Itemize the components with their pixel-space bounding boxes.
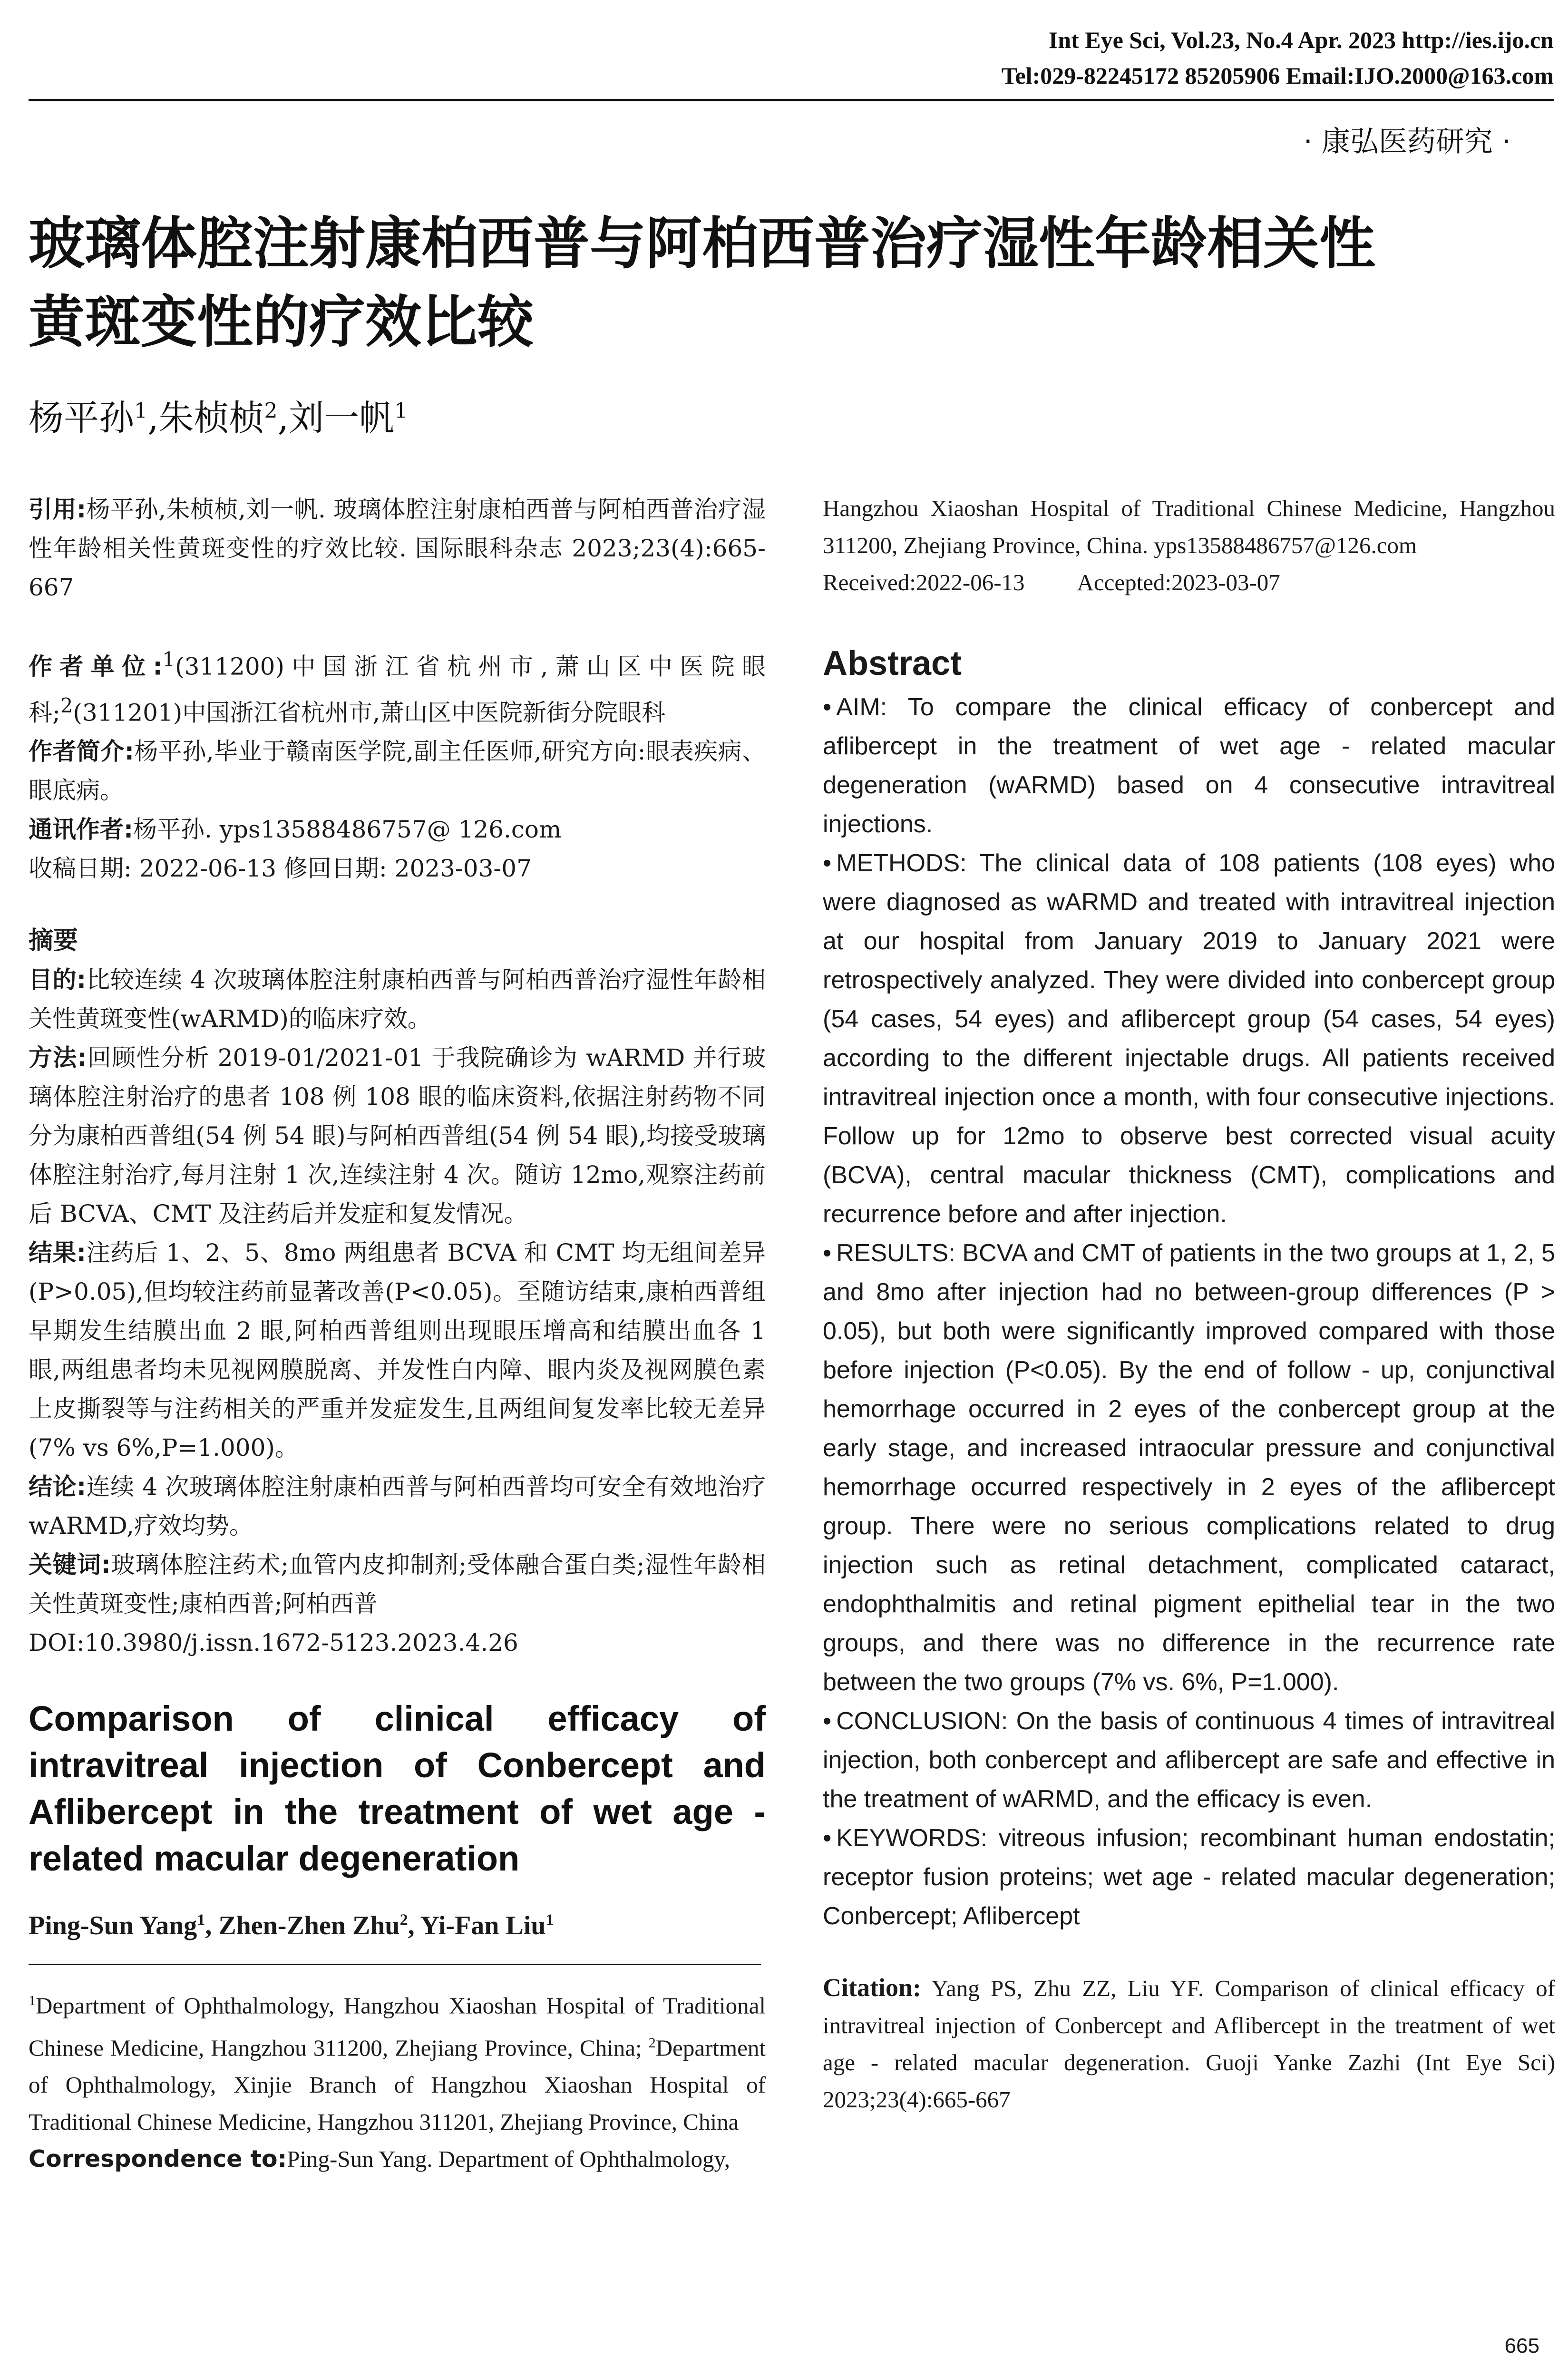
cn-methods-label: 方法: — [29, 1044, 87, 1072]
en-author-2-affil: 2 — [399, 1911, 408, 1929]
page-number: 665 — [1504, 2334, 1539, 2358]
cn-keywords — [29, 1545, 766, 1623]
en-affil-part2: Department of Ophthalmology, Xinjie Branch of Hangzhou Xiaoshan Hospital of Traditional Chinese Medicine, Hangzhou 311201, Zhejiang Province, China — [29, 2034, 766, 2135]
author-separator: , — [147, 398, 159, 438]
cn-author-bio — [29, 732, 766, 810]
chinese-title-line2: 黄斑变性的疗效比较 — [29, 289, 534, 355]
bullet-icon: • — [823, 1239, 832, 1267]
en-dates — [823, 564, 1555, 601]
author-1: 杨平孙 — [29, 398, 134, 438]
en-affil-sup1: 1 — [29, 1993, 36, 2009]
en-citation-text: Yang PS, Zhu ZZ, Liu YF. Comparison of clinical efficacy of intravitreal injection of Conbercept and Aflibercept in the treatment of wet age - related macular degeneration. Guoji Yanke Zazhi (Int Eye Sci) 2023;23(4):665-667 — [823, 1975, 1555, 2113]
cn-conclusion — [29, 1467, 766, 1545]
cn-affiliation-label: 作者单位: — [29, 653, 163, 681]
cn-affiliation-sup2: 2 — [60, 693, 73, 717]
en-methods — [823, 844, 1555, 1234]
en-results-label: RESULTS: — [836, 1239, 955, 1267]
en-author-1-affil: 1 — [197, 1911, 205, 1929]
en-author-1: Ping-Sun Yang — [29, 1911, 197, 1941]
chinese-authors — [29, 390, 408, 440]
en-affil-sup2: 2 — [648, 2035, 656, 2051]
cn-methods — [29, 1038, 766, 1233]
english-correspondence — [29, 2141, 766, 2178]
cn-dates: 收稿日期: 2022-06-13 修回日期: 2023-03-07 — [29, 855, 532, 883]
author-3: 刘一帆 — [289, 398, 395, 438]
bullet-icon: • — [823, 849, 832, 877]
en-results — [823, 1234, 1555, 1702]
en-author-3-affil: 1 — [545, 1911, 554, 1929]
en-aim-text: To compare the clinical efficacy of conbercept and aflibercept in the treatment of wet age - related macular degeneration (wARMD) based on 4 consecutive intravitreal injections. — [823, 693, 1555, 838]
affiliation-rule — [29, 1964, 761, 1965]
en-keywords-text: vitreous infusion; recombinant human endostatin; receptor fusion proteins; wet age - related macular degeneration; Conbercept; Aflibercept — [823, 1824, 1556, 1930]
english-title: Comparison of clinical efficacy of intravitreal injection of Conbercept and Aflibercept in the treatment of wet age - related macular degeneration — [29, 1699, 766, 1879]
cn-aim — [29, 960, 766, 1038]
bullet-icon: • — [823, 1707, 832, 1735]
cn-bio-label: 作者简介: — [29, 738, 134, 766]
header-rule — [29, 99, 1554, 101]
cn-results-label: 结果: — [29, 1239, 86, 1267]
cn-conclusion-text: 连续 4 次玻璃体腔注射康柏西普与阿柏西普均可安全有效地治疗 wARMD,疗效均势。 — [29, 1473, 766, 1540]
en-conclusion-text: On the basis of continuous 4 times of intravitreal injection, both conbercept and aflibercept are safe and effective in the treatment of wARMD, and the efficacy is even. — [823, 1707, 1555, 1813]
cn-results-text: 注药后 1、2、5、8mo 两组患者 BCVA 和 CMT 均无组间差异(P>0.05),但均较注药前显著改善(P<0.05)。至随访结束,康柏西普组早期发生结膜出血 2 眼,阿柏西普组则出现眼压增高和结膜出血各 1 眼,两组患者均未见视网膜脱离、并发性白内障、眼内炎及视网膜色素上皮撕裂等与注药相关的严重并发症发生,且两组间复发率比较无差异(7% vs 6%,P=1.000)。 — [29, 1239, 766, 1462]
chinese-title-line1: 玻璃体腔注射康柏西普与阿柏西普治疗湿性年龄相关性 — [29, 211, 1376, 276]
en-keywords — [823, 1819, 1555, 1936]
cn-correspondence — [29, 810, 766, 849]
author-3-affil: 1 — [394, 399, 408, 423]
received-date: Received:2022-06-13 — [823, 569, 1025, 595]
en-results-text: BCVA and CMT of patients in the two groups at 1, 2, 5 and 8mo after injection had no between-group differences (P > 0.05), but both were significantly improved compared with those before injection (P<0.05). By the end of follow - up, conjunctival hemorrhage occurred in 2 eyes of the conbercept group at the early stage, and increased intraocular pressure and conjunctival hemorrhage occurred respectively in 2 eyes of the aflibercept group. There were no serious complications related to drug injection such as retinal detachment, complicated cataract, endophthalmitis and retinal pigment epithelial tear in the two groups, and there was no difference in the recurrence rate between the two groups (7% vs. 6%, P=1.000). — [823, 1239, 1555, 1696]
en-aim — [823, 688, 1555, 844]
right-column — [823, 490, 1555, 2118]
en-correspondence-continued: Hangzhou Xiaoshan Hospital of Traditional Chinese Medicine, Hangzhou 311200, Zhejiang Province, China. yps13588486757@126.com — [823, 495, 1555, 558]
cn-results — [29, 1233, 766, 1467]
abstract-title: Abstract — [823, 644, 962, 682]
cn-keywords-text: 玻璃体腔注药术;血管内皮抑制剂;受体融合蛋白类;湿性年龄相关性黄斑变性;康柏西普;阿柏西普 — [29, 1551, 766, 1618]
cn-citation-text: 杨平孙,朱桢桢,刘一帆. 玻璃体腔注射康柏西普与阿柏西普治疗湿性年龄相关性黄斑变性的疗效比较. 国际眼科杂志 2023;23(4):665-667 — [29, 496, 766, 601]
journal-header-line1: Int Eye Sci, Vol.23, No.4 Apr. 2023 http://ies.ijo.cn — [1048, 27, 1554, 53]
cn-citation-label: 引用: — [29, 496, 87, 523]
en-keywords-label: KEYWORDS: — [836, 1824, 988, 1852]
en-conclusion — [823, 1702, 1555, 1819]
cn-citation — [29, 490, 766, 607]
en-author-3: Yi-Fan Liu — [420, 1911, 546, 1941]
en-corr-label: Correspondence to: — [29, 2145, 287, 2172]
bullet-icon: • — [823, 693, 832, 721]
accepted-date: Accepted:2023-03-07 — [1077, 569, 1280, 595]
author-1-affil: 1 — [134, 399, 147, 423]
author-separator: , — [277, 398, 289, 438]
cn-corr-text: 杨平孙. yps13588486757@ 126.com — [133, 816, 562, 844]
en-methods-label: METHODS: — [836, 849, 967, 877]
cn-methods-text: 回顾性分析 2019-01/2021-01 于我院确诊为 wARMD 并行玻璃体腔注射治疗的患者 108 例 108 眼的临床资料,依据注射药物不同分为康柏西普组(54 例 54 眼)与阿柏西普组(54 例 54 眼),均接受玻璃体腔注射治疗,每月注射 1 次,连续注射 4 次。随访 12mo,观察注药前后 BCVA、CMT 及注药后并发症和复发情况。 — [29, 1044, 766, 1228]
cn-affiliation — [29, 640, 766, 732]
cn-affiliation-sup1: 1 — [162, 648, 175, 671]
cn-affiliation-text2: (311201)中国浙江省杭州市,萧山区中医院新街分院眼科 — [73, 699, 666, 727]
en-aim-label: AIM: — [836, 693, 887, 721]
en-methods-text: The clinical data of 108 patients (108 eyes) who were diagnosed as wARMD and treated with intravitreal injection at our hospital from January 2019 to January 2021 were retrospectively analyzed. They were divided into conbercept group (54 cases, 54 eyes) and aflibercept group (54 cases, 54 eyes) according to the different injectable drugs. All patients received intravitreal injection once a month, with four consecutive injections. Follow up for 12mo to observe best corrected visual acuity (BCVA), central macular thickness (CMT), complications and recurrence before and after injection. — [823, 849, 1555, 1228]
en-conclusion-label: CONCLUSION: — [836, 1707, 1008, 1735]
en-author-2: Zhen-Zhen Zhu — [218, 1911, 400, 1941]
journal-header-line2: Tel:029-82245172 85205906 Email:IJO.2000@163.com — [1001, 62, 1554, 89]
en-citation — [823, 1969, 1555, 2118]
cn-bio-text: 杨平孙,毕业于赣南医学院,副主任医师,研究方向:眼表疾病、眼底病。 — [29, 738, 766, 805]
en-corr-left: Ping-Sun Yang. Department of Ophthalmology, — [287, 2145, 730, 2172]
en-citation-label: Citation: — [823, 1973, 921, 2002]
left-column — [29, 490, 766, 2178]
section-tag: · 康弘医药研究 · — [1303, 125, 1511, 158]
cn-conclusion-label: 结论: — [29, 1473, 87, 1501]
chinese-title — [29, 205, 1550, 361]
cn-aim-text: 比较连续 4 次玻璃体腔注射康柏西普与阿柏西普治疗湿性年龄相关性黄斑变性(wARMD)的临床疗效。 — [29, 966, 766, 1033]
en-affil-part1: Department of Ophthalmology, Hangzhou Xiaoshan Hospital of Traditional Chinese Medicine, Hangzhou 311200, Zhejiang Province, China; — [29, 1992, 766, 2061]
cn-abstract-heading: 摘要 — [29, 926, 78, 955]
bullet-icon: • — [823, 1824, 832, 1852]
author-2: 朱桢桢 — [158, 398, 264, 438]
cn-doi: DOI:10.3980/j.issn.1672-5123.2023.4.26 — [29, 1629, 518, 1657]
cn-aim-label: 目的: — [29, 966, 87, 994]
cn-corr-label: 通讯作者: — [29, 816, 133, 844]
english-affiliation — [29, 1982, 766, 2141]
cn-affiliation-text: (311200)中国浙江省杭州市,萧山区中医院眼科; — [29, 653, 766, 727]
english-authors: Ping-Sun Yang$^1$, Zhen-Zhen Zhu$^2$, Yi-Fan Liu$^1$ — [29, 1911, 554, 1941]
author-2-affil: 2 — [264, 399, 278, 423]
cn-keywords-label: 关键词: — [29, 1551, 111, 1579]
